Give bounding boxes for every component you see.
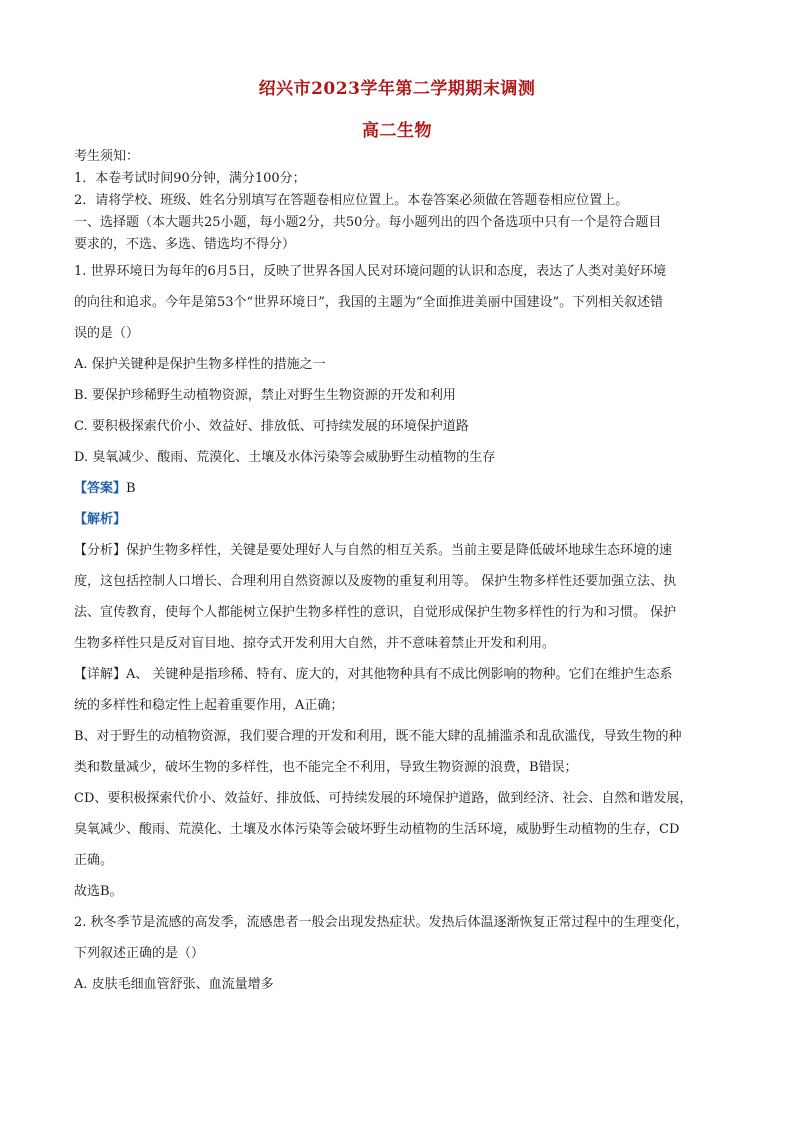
xiangjie-tag: 【详解】 [74, 667, 127, 682]
q1-conclusion: 故选B。 [74, 884, 123, 899]
section-intro-line-1: 一、选择题（本大题共25小题，每小题2分，共50分。每小题列出的四个备选项中只有一个是符合题目 [74, 215, 662, 230]
q2-option-a: A. 皮肤毛细血管舒张、血流量增多 [74, 977, 274, 992]
q1-fenxi-line-2: 度，这包括控制人口增长、合理利用自然资源以及废物的重复利用等。 保护生物多样性还要加强立法、执 [74, 574, 677, 589]
q1-xiangjie-line-7: 正确。 [74, 853, 114, 868]
q1-stem-line-1: 1. 世界环境日为每年的6月5日，反映了世界各国人民对环境问题的认识和态度，表达了人类对美好环境 [74, 264, 667, 279]
q1-xiangjie-line-5: CD、要积极探索代价小、效益好、排放低、可持续发展的环境保护道路，做到经济、社会、自然和谐发展， [74, 791, 693, 806]
q1-xiangjie-line-6: 臭氧减少、酸雨、荒漠化、土壤及水体污染等会破坏野生动植物的生活环境，威胁野生动植物的生存，CD [74, 822, 680, 837]
answer-value: B [126, 481, 136, 496]
q1-option-a: A. 保护关键种是保护生物多样性的措施之一 [74, 357, 326, 372]
q1-xiangjie-line-4: 类和数量减少，破坏生物的多样性，也不能完全不利用，导致生物资源的浪费，B错误； [74, 760, 578, 775]
note-item-2: 2．请将学校、班级、姓名分别填写在答题卷相应位置上。本卷答案必须做在答题卷相应位置上。 [74, 193, 629, 208]
document-body [74, 146, 734, 1000]
q1-fenxi-line-4: 生物多样性只是反对盲目地、掠夺式开发利用大自然，并不意味着禁止开发和利用。 [74, 636, 556, 651]
q1-option-d: D. 臭氧减少、酸雨、荒漠化、土壤及水体污染等会威胁野生动植物的生存 [74, 450, 496, 465]
document-title: 绍兴市2023学年第二学期期末调测 [258, 79, 536, 99]
fenxi-tag: 【分析】 [74, 543, 127, 558]
notes-heading: 考生须知： [74, 149, 140, 164]
q1-xiangjie-line-2: 统的多样性和稳定性上起着重要作用，A正确； [74, 698, 344, 713]
note-item-1: 1．本卷考试时间90分钟，满分100分； [74, 171, 306, 186]
xiangjie-text-1: A、 关键种是指珍稀、特有、庞大的，对其他物种具有不成比例影响的物种。它们在维护生态系 [126, 667, 673, 682]
q1-xiangjie-line-1 [74, 659, 734, 690]
document-subtitle: 高二生物 [362, 121, 432, 141]
q1-fenxi-line-3: 法、宣传教育，使每个人都能树立保护生物多样性的意识，自觉形成保护生物多样性的行为和习惯。 保护 [74, 605, 677, 620]
q1-xiangjie-line-3: B、对于野生的动植物资源，我们要合理的开发和利用，既不能大肆的乱捕滥杀和乱砍滥伐，导致生物的种 [74, 729, 682, 744]
answer-tag: 【答案】 [74, 481, 127, 496]
q1-stem-line-3: 误的是（） [74, 326, 140, 341]
section-intro-line-2: 要求的，不选、多选、错选均不得分） [74, 237, 296, 252]
fenxi-text-1: 保护生物多样性，关键是要处理好人与自然的相互关系。当前主要是降低破坏地球生态环境的速 [126, 543, 673, 558]
q1-stem-line-2: 的向往和追求。今年是第53个“世界环境日”，我国的主题为“全面推进美丽中国建设”。下列相关叙述错 [74, 295, 664, 310]
q1-analysis-tag-line [74, 504, 734, 535]
q2-stem-line-1: 2. 秋冬季节是流感的高发季，流感患者一般会出现发热症状。发热后体温逐渐恢复正常过程中的生理变化， [74, 915, 689, 930]
q1-option-c: C. 要积极探索代价小、效益好、排放低、可持续发展的环境保护道路 [74, 419, 469, 434]
q2-stem-line-2: 下列叙述正确的是（） [74, 946, 205, 961]
q1-option-b: B. 要保护珍稀野生动植物资源，禁止对野生生物资源的开发和利用 [74, 388, 456, 403]
q1-answer-line [74, 473, 734, 504]
analysis-tag: 【解析】 [74, 512, 127, 527]
q1-fenxi-line-1 [74, 535, 734, 566]
